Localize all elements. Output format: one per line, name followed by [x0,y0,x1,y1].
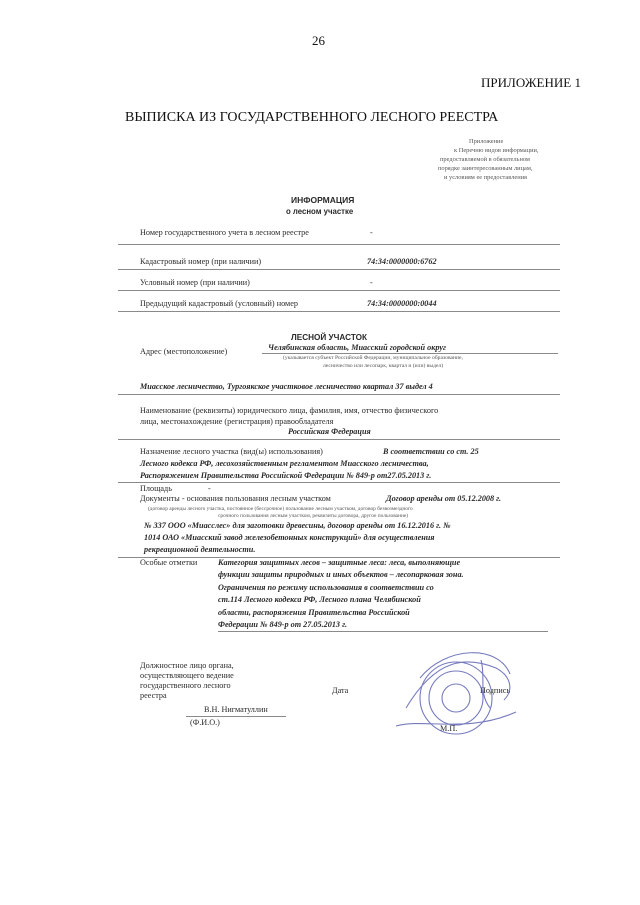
corner-note-line: и условиям ее предоставления [444,174,527,181]
divider [118,311,560,312]
corner-note-line: Приложение [469,138,504,145]
official-name: В.Н. Нигматуллин [204,705,268,714]
fio-label: (Ф.И.О.) [190,718,220,727]
address-value: Челябинская область, Миасский городской округ [268,343,447,352]
divider [218,631,548,632]
docs-hint: срочного пользования лесным участком, реквизиты договора, другое пользование) [218,513,409,519]
area-value: - [208,484,211,493]
info-subheading: о лесном участке [286,207,354,216]
page-title: ВЫПИСКА ИЗ ГОСУДАРСТВЕННОГО ЛЕСНОГО РЕЕСТРА [125,110,499,125]
purpose-value: В соответствии со ст. 25 [383,447,479,456]
corner-note-line: к Перечню видов информации, [454,147,539,154]
address-label: Адрес (местоположение) [140,347,228,356]
official-label: Должностное лицо органа, [140,661,234,670]
appendix-label: ПРИЛОЖЕНИЕ 1 [481,75,581,90]
date-label: Дата [332,686,349,695]
reg-number-label: Номер государственного учета в лесном реестре [140,228,309,237]
corner-note-line: предоставляемой в обязательном [440,156,530,163]
previous-label: Предыдущий кадастровый (условный) номер [140,299,298,308]
official-label: осуществляющего ведение [140,671,234,680]
special-value: Ограничения по режиму использования в соответствии со [218,583,434,592]
purpose-value: Распоряжением Правительства Российской Федерации № 849-р от27.05.2013 г. [140,471,432,480]
special-value: области, распоряжения Правительства Российской [218,608,410,617]
docs-hint: (договор аренды лесного участка, постоянное (бессрочное) пользование лесным участком, договор безвозмездного [148,506,413,512]
docs-value: Договор аренды от 05.12.2008 г. [386,494,502,503]
special-value: Категория защитных лесов – защитные леса: леса, выполняющие [218,558,461,567]
docs-value: рекреационной деятельности. [144,545,256,554]
official-label: реестра [140,691,167,700]
conditional-label: Условный номер (при наличии) [140,278,250,287]
official-label: государственного лесного [140,681,231,690]
corner-note-line: порядке заинтересованным лицам, [438,165,533,172]
holder-label: Наименование (реквизиты) юридического лица, фамилия, имя, отчество физического [140,406,439,415]
divider [118,269,560,270]
cadastral-label: Кадастровый номер (при наличии) [140,257,262,266]
divider [186,716,286,717]
purpose-label: Назначение лесного участка (вид(ы) использования) [140,447,323,456]
reg-number-value: - [370,228,373,237]
cadastral-value: 74:34:0000000:6762 [367,257,437,266]
address-hint: лесничество или лесопарк, квартал и (или) выдел) [323,363,444,369]
info-heading: ИНФОРМАЦИЯ [291,195,355,205]
previous-value: 74:34:0000000:0044 [367,299,437,308]
seal-label: М.П. [440,724,458,733]
docs-value: 1014 ОАО «Миасский завод железобетонных конструкций» для осуществления [144,533,435,542]
divider [118,244,560,245]
page-number: 26 [312,33,325,48]
divider [118,482,560,483]
docs-value: № 337 ООО «Миасслес» для заготовки древесины, договор аренды от 16.12.2016 г. № [144,521,451,530]
address-hint: (указывается субъект Российской Федерации, муниципальное образование, [283,355,463,361]
signature-label: Подпись [480,686,511,695]
stamp-seal-icon [386,638,536,748]
forestry-line: Миасское лесничество, Тургоякское участковое лесничество квартал 37 выдел 4 [140,382,433,391]
special-value: ст.114 Лесного кодекса РФ, Лесного плана Челябинской [218,595,421,604]
scanned-extract [118,128,560,760]
special-label: Особые отметки [140,558,198,567]
conditional-value: - [370,278,373,287]
divider [262,353,558,354]
divider [118,439,560,440]
docs-label: Документы - основания пользования лесным участком [140,494,331,503]
area-label: Площадь [140,484,172,493]
purpose-value: Лесного кодекса РФ, лесохозяйственным регламентом Миасского лесничества, [140,459,429,468]
divider [118,290,560,291]
divider [118,394,560,395]
holder-label: лица, местонахождение (регистрация) правообладателя [140,417,334,426]
holder-value: Российская Федерация [288,427,371,436]
special-value: Федерации № 849-р от 27.05.2013 г. [218,620,348,629]
plot-heading: ЛЕСНОЙ УЧАСТОК [291,333,367,342]
special-value: функции защиты природных и иных объектов – лесопарковая зона. [218,570,464,579]
